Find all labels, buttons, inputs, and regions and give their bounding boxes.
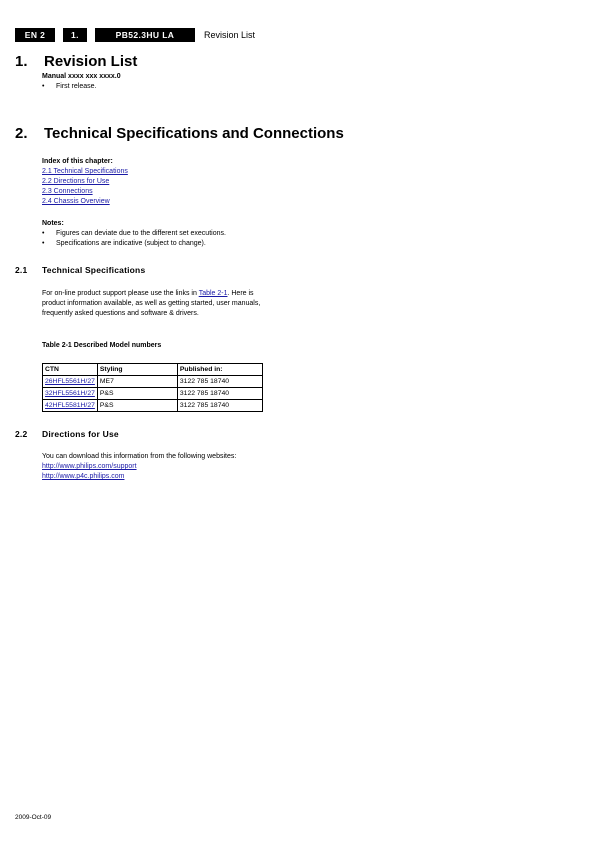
revision-bullet: • First release. bbox=[42, 82, 96, 92]
published-in-cell: 3122 785 18740 bbox=[177, 388, 262, 400]
column-header-published-in: Published in: bbox=[177, 364, 262, 376]
table-row bbox=[43, 400, 263, 412]
model-numbers-table bbox=[42, 363, 263, 412]
p4c-philips-link[interactable]: http://www.p4c.philips.com bbox=[42, 473, 125, 480]
note-item: • Figures can deviate due to the different set executions. bbox=[42, 229, 226, 239]
styling-cell: ME7 bbox=[97, 376, 177, 388]
chapter-2-number: 2. bbox=[15, 125, 28, 142]
section-2-1-title: Technical Specifications bbox=[42, 265, 146, 275]
note-item: • Specifications are indicative (subject to change). bbox=[42, 239, 226, 249]
notes-title: Notes: bbox=[42, 220, 64, 227]
directions-paragraph bbox=[42, 452, 282, 482]
section-2-2-heading bbox=[15, 429, 119, 439]
chapter-index bbox=[42, 157, 128, 207]
styling-cell: P&S bbox=[97, 388, 177, 400]
index-link-chassis-overview[interactable]: 2.4 Chassis Overview bbox=[42, 198, 110, 205]
footer-date: 2009-Oct-09 bbox=[15, 814, 52, 821]
product-support-paragraph bbox=[42, 289, 267, 319]
index-link-directions-for-use[interactable]: 2.2 Directions for Use bbox=[42, 178, 110, 185]
published-in-cell: 3122 785 18740 bbox=[177, 376, 262, 388]
notes-block bbox=[42, 219, 226, 249]
styling-cell: P&S bbox=[97, 400, 177, 412]
published-in-cell: 3122 785 18740 bbox=[177, 400, 262, 412]
section-2-2-number: 2.2 bbox=[15, 429, 28, 439]
table-header-row bbox=[43, 364, 263, 376]
section-2-1-number: 2.1 bbox=[15, 265, 28, 275]
model-badge: PB52.3HU LA bbox=[95, 28, 195, 42]
manual-number: Manual xxxx xxx xxxx.0 bbox=[42, 73, 121, 80]
ctn-link[interactable]: 32HFL5561H/27 bbox=[45, 389, 95, 397]
section-code-badge: EN 2 bbox=[15, 28, 55, 42]
table-row bbox=[43, 388, 263, 400]
column-header-styling: Styling bbox=[97, 364, 177, 376]
index-link-technical-specifications[interactable]: 2.1 Technical Specifications bbox=[42, 168, 128, 175]
chapter-number-badge: 1. bbox=[63, 28, 87, 42]
header-title: Revision List bbox=[204, 30, 256, 40]
index-link-connections[interactable]: 2.3 Connections bbox=[42, 188, 93, 195]
directions-intro: You can download this information from the following websites: bbox=[42, 453, 237, 460]
index-title: Index of this chapter: bbox=[42, 158, 113, 165]
section-2-2-title: Directions for Use bbox=[42, 429, 119, 439]
chapter-2-heading bbox=[15, 125, 344, 142]
table-row bbox=[43, 376, 263, 388]
table-2-1-link[interactable]: Table 2-1 bbox=[198, 290, 228, 297]
philips-support-link[interactable]: http://www.philips.com/support bbox=[42, 463, 137, 470]
section-2-1-heading bbox=[15, 265, 145, 275]
column-header-ctn: CTN bbox=[43, 364, 98, 376]
paragraph-text: For on-line product support please use the links in bbox=[42, 290, 199, 297]
chapter-1-title: Revision List bbox=[44, 53, 138, 70]
table-caption: Table 2-1 Described Model numbers bbox=[42, 342, 162, 349]
chapter-1-heading bbox=[15, 53, 137, 70]
chapter-1-number: 1. bbox=[15, 53, 28, 70]
paragraph-text: . Here is product information available, as well as getting started, user manuals, frequently asked questions and software & drivers. bbox=[42, 290, 261, 317]
chapter-2-title: Technical Specifications and Connections bbox=[44, 125, 344, 142]
revision-bullets bbox=[42, 82, 96, 92]
ctn-link[interactable]: 26HFL5561H/27 bbox=[45, 377, 95, 385]
ctn-link[interactable]: 42HFL5581H/27 bbox=[45, 401, 95, 409]
